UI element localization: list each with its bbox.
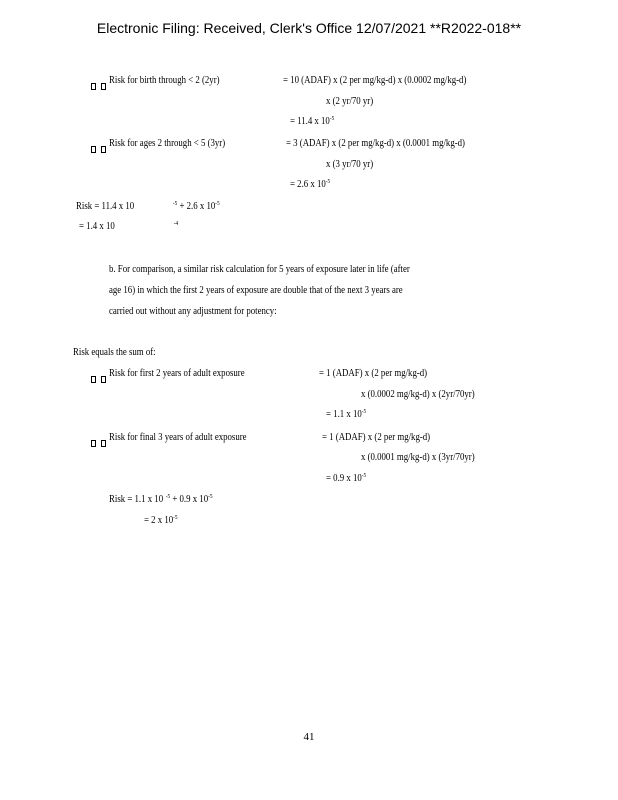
total-risk-exp1: -5 [172, 201, 178, 207]
result-base: = 1.1 x 10 [326, 409, 362, 420]
square-bullet-icon [101, 83, 106, 90]
result-base: = 0.9 x 10 [326, 473, 362, 484]
page-number: 41 [303, 731, 315, 743]
risk-first-eq2: x (0.0002 mg/kg-d) x (2yr/70yr) [361, 389, 475, 400]
total-risk-result: = 1.4 x 10 [79, 221, 115, 232]
risk-final-eq2: x (0.0001 mg/kg-d) x (3yr/70yr) [361, 452, 475, 463]
adult-risk-result: = 2 x 10 [144, 515, 174, 526]
risk-final-label: Risk for final 3 years of adult exposure [109, 432, 247, 443]
risk-ages-eq1: = 3 (ADAF) x (2 per mg/kg-d) x (0.0001 mg/kg-d) [286, 138, 465, 149]
square-bullet-icon [91, 146, 96, 153]
risk-final-eq1: = 1 (ADAF) x (2 per mg/kg-d) [322, 432, 431, 443]
filing-header: Electronic Filing: Received, Clerk's Office 12/07/2021 **R2022-018** [96, 20, 522, 36]
total-risk-line2 [79, 221, 178, 232]
adult-risk-exp2: -5 [208, 494, 213, 500]
square-bullet-icon [101, 376, 106, 383]
square-bullet-icon [101, 440, 106, 447]
result-exponent: -5 [329, 116, 335, 122]
bullet-glyph [91, 77, 107, 95]
adult-risk-exp1: -5 [165, 494, 171, 500]
total-risk-result-exp: -4 [173, 221, 179, 227]
risk-first-eq1: = 1 (ADAF) x (2 per mg/kg-d) [319, 368, 428, 379]
result-base: = 2.6 x 10 [290, 179, 326, 190]
risk-ages-result [290, 179, 330, 190]
risk-ages-label: Risk for ages 2 through < 5 (3yr) [109, 138, 226, 149]
risk-first-result [326, 409, 366, 420]
risk-final-result [326, 473, 366, 484]
total-risk-exp2: -5 [215, 201, 220, 207]
total-risk-line1 [76, 201, 220, 212]
bullet-glyph [91, 370, 107, 388]
adult-risk-line2 [144, 515, 178, 526]
bullet-glyph [91, 140, 107, 158]
total-risk-term1: Risk = 11.4 x 10 [76, 201, 135, 212]
risk-birth-eq1: = 10 (ADAF) x (2 per mg/kg-d) x (0.0002 mg/kg-d) [283, 75, 467, 86]
total-risk-term2: + 2.6 x 10 [179, 201, 216, 212]
adult-risk-result-exp: -5 [173, 515, 178, 521]
risk-first-label: Risk for first 2 years of adult exposure [109, 368, 245, 379]
result-base: = 11.4 x 10 [290, 116, 330, 127]
result-exponent: -5 [325, 179, 331, 185]
square-bullet-icon [101, 146, 106, 153]
adult-risk-term2: + 0.9 x 10 [172, 494, 209, 505]
para-b-line2: age 16) in which the first 2 years of exposure are double that of the next 3 years are [109, 285, 403, 296]
risk-birth-label: Risk for birth through < 2 (2yr) [109, 75, 220, 86]
bullet-glyph [91, 434, 107, 452]
risk-birth-result [290, 116, 334, 127]
square-bullet-icon [91, 440, 96, 447]
risk-equals-heading: Risk equals the sum of: [73, 347, 156, 358]
square-bullet-icon [91, 376, 96, 383]
adult-risk-term1: Risk = 1.1 x 10 [109, 494, 164, 505]
para-b-line3: carried out without any adjustment for potency: [109, 306, 277, 317]
risk-ages-eq2: x (3 yr/70 yr) [326, 159, 374, 170]
risk-birth-eq2: x (2 yr/70 yr) [326, 96, 374, 107]
result-exponent: -5 [361, 409, 367, 415]
result-exponent: -5 [361, 473, 367, 479]
adult-risk-line1 [109, 494, 213, 505]
square-bullet-icon [91, 83, 96, 90]
para-b-line1: b. For comparison, a similar risk calculation for 5 years of exposure later in life (after [109, 264, 410, 275]
